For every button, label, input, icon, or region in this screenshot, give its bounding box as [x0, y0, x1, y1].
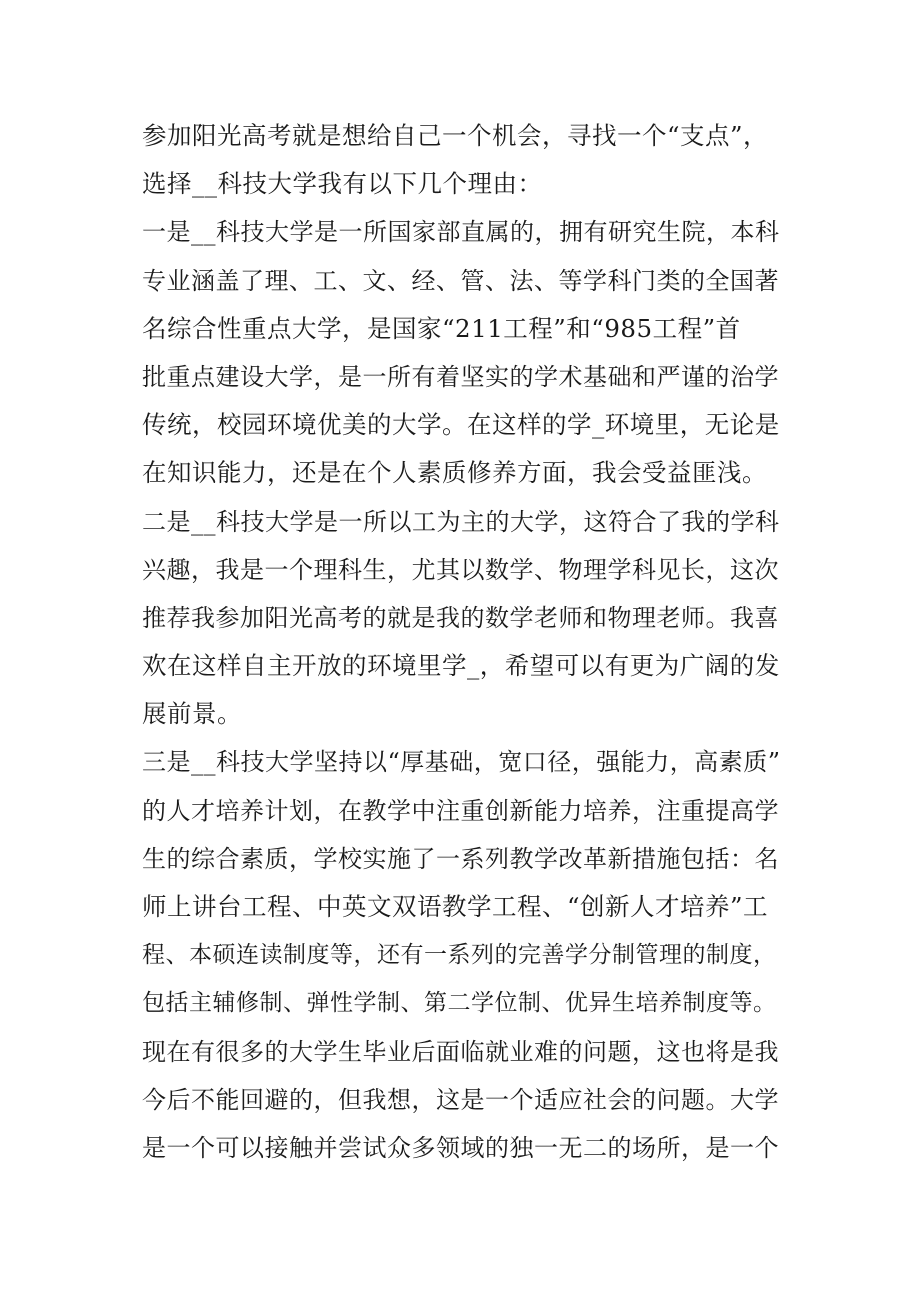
text-line: 批重点建设大学，是一所有着坚实的学术基础和严谨的治学 — [142, 362, 779, 391]
text-line: 参加阳光高考就是想给自己一个机会，寻找一个“支点”， — [142, 121, 769, 150]
text-line: 生的综合素质，学校实施了一系列教学改革新措施包括：名 — [142, 844, 779, 873]
text-line: 名综合性重点大学，是国家“211工程”和“985工程”首 — [142, 313, 741, 343]
text-line: 兴趣，我是一个理科生，尤其以数学、物理学科见长，这次 — [142, 555, 779, 584]
text-line: 今后不能回避的，但我想，这是一个适应社会的问题。大学 — [142, 1085, 779, 1114]
text-line: 在知识能力，还是在个人素质修养方面，我会受益匪浅。 — [142, 458, 767, 488]
text-line: 展前景。 — [142, 699, 242, 729]
text-line: 选择__科技大学我有以下几个理由： — [142, 169, 543, 199]
text-line: 二是__科技大学是一所以工为主的大学，这符合了我的学科 — [142, 507, 780, 536]
text-line: 欢在这样自主开放的环境里学_，希望可以有更为广阔的发 — [142, 651, 780, 681]
text-line: 传统，校园环境优美的大学。在这样的学_环境里，无论是 — [142, 410, 780, 440]
document-body — [142, 112, 782, 1172]
text-line: 现在有很多的大学生毕业后面临就业难的问题，这也将是我 — [142, 1037, 779, 1066]
text-line: 专业涵盖了理、工、文、经、管、法、等学科门类的全国著 — [142, 266, 779, 295]
text-line: 一是__科技大学是一所国家部直属的，拥有研究生院，本科 — [142, 218, 780, 247]
text-line: 推荐我参加阳光高考的就是我的数学老师和物理老师。我喜 — [142, 603, 779, 632]
text-line: 师上讲台工程、中英文双语教学工程、“创新人才培养”工 — [142, 892, 769, 921]
text-line: 程、本硕连读制度等，还有一系列的完善学分制管理的制度， — [142, 942, 777, 969]
text-line: 三是__科技大学坚持以“厚基础，宽口径，强能力，高素质” — [142, 748, 781, 777]
text-line: 是一个可以接触并尝试众多领域的独一无二的场所，是一个 — [142, 1133, 779, 1162]
text-line: 的人才培养计划，在教学中注重创新能力培养，注重提高学 — [142, 796, 779, 825]
text-line: 包括主辅修制、弹性学制、第二学位制、优异生培养制度等。 — [142, 990, 777, 1017]
